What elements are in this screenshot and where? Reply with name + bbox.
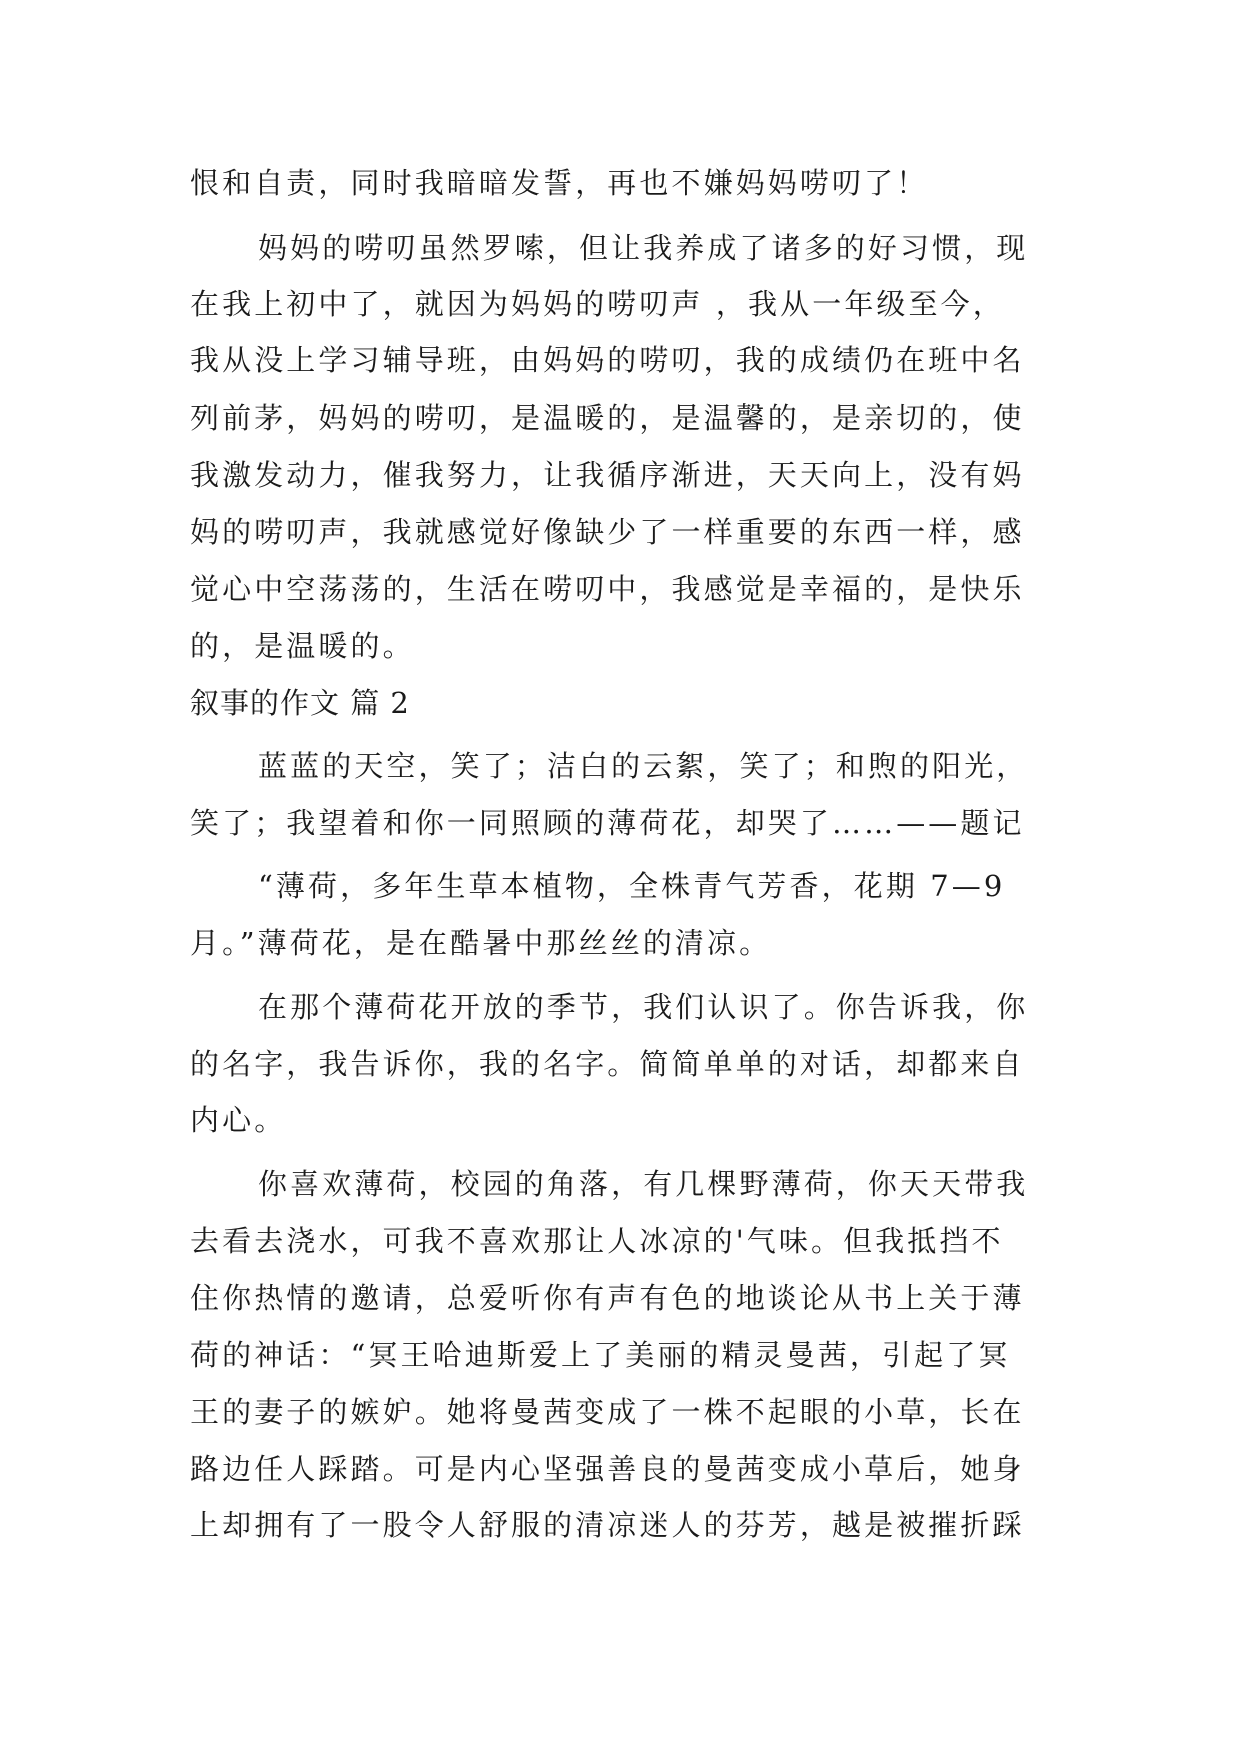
text-line: 月。”薄荷花，是在酷暑中那丝丝的清凉。 xyxy=(190,926,772,960)
text-line: 住你热情的邀请，总爱听你有声有色的地谈论从书上关于薄 xyxy=(190,1281,1025,1315)
paragraph-first-line: “薄荷，多年生草本植物，全株青气芳香，花期 7—9 xyxy=(258,869,1006,903)
paragraph-first-line: 蓝蓝的天空，笑了；洁白的云絮，笑了；和煦的阳光， xyxy=(258,749,1029,783)
text-line: 我激发动力，催我努力，让我循序渐进，天天向上，没有妈 xyxy=(190,458,1025,492)
paragraph-first-line: 妈妈的唠叨虽然罗嗦，但让我养成了诸多的好习惯，现 xyxy=(258,231,1029,265)
text-line: 的，是温暖的。 xyxy=(190,629,415,663)
text-line: 列前茅，妈妈的唠叨，是温暖的，是温馨的，是亲切的，使 xyxy=(190,401,1025,435)
text-line: 上却拥有了一股令人舒服的清凉迷人的芬芳，越是被摧折踩 xyxy=(190,1508,1025,1542)
paragraph-first-line: 在那个薄荷花开放的季节，我们认识了。你告诉我，你 xyxy=(258,990,1029,1024)
text-line: 觉心中空荡荡的，生活在唠叨中，我感觉是幸福的，是快乐 xyxy=(190,572,1025,606)
text-line: 的名字，我告诉你，我的名字。简简单单的对话，却都来自 xyxy=(190,1047,1025,1081)
text-line: 路边任人踩踏。可是内心坚强善良的曼茜变成小草后，她身 xyxy=(190,1452,1025,1486)
text-line: 妈的唠叨声，我就感觉好像缺少了一样重要的东西一样，感 xyxy=(190,515,1025,549)
section-heading: 叙事的作文 篇 2 xyxy=(190,686,410,720)
text-line: 荷的神话：“冥王哈迪斯爱上了美丽的精灵曼茜，引起了冥 xyxy=(190,1338,1011,1372)
text-line: 内心。 xyxy=(190,1103,287,1137)
paragraph-first-line: 你喜欢薄荷，校园的角落，有几棵野薄荷，你天天带我 xyxy=(258,1167,1029,1201)
text-line: 笑了；我望着和你一同照顾的薄荷花，却哭了……——题记 xyxy=(190,806,1025,840)
text-line: 我从没上学习辅导班，由妈妈的唠叨，我的成绩仍在班中名 xyxy=(190,343,1025,377)
text-line: 去看去浇水，可我不喜欢那让人冰凉的'气味。但我抵挡不 xyxy=(190,1224,1004,1258)
text-line: 王的妻子的嫉妒。她将曼茜变成了一株不起眼的小草，长在 xyxy=(190,1395,1025,1429)
text-line: 恨和自责，同时我暗暗发誓，再也不嫌妈妈唠叨了！ xyxy=(190,166,929,200)
text-line: 在我上初中了，就因为妈妈的唠叨声 ，我从一年级至今， xyxy=(190,287,1005,321)
